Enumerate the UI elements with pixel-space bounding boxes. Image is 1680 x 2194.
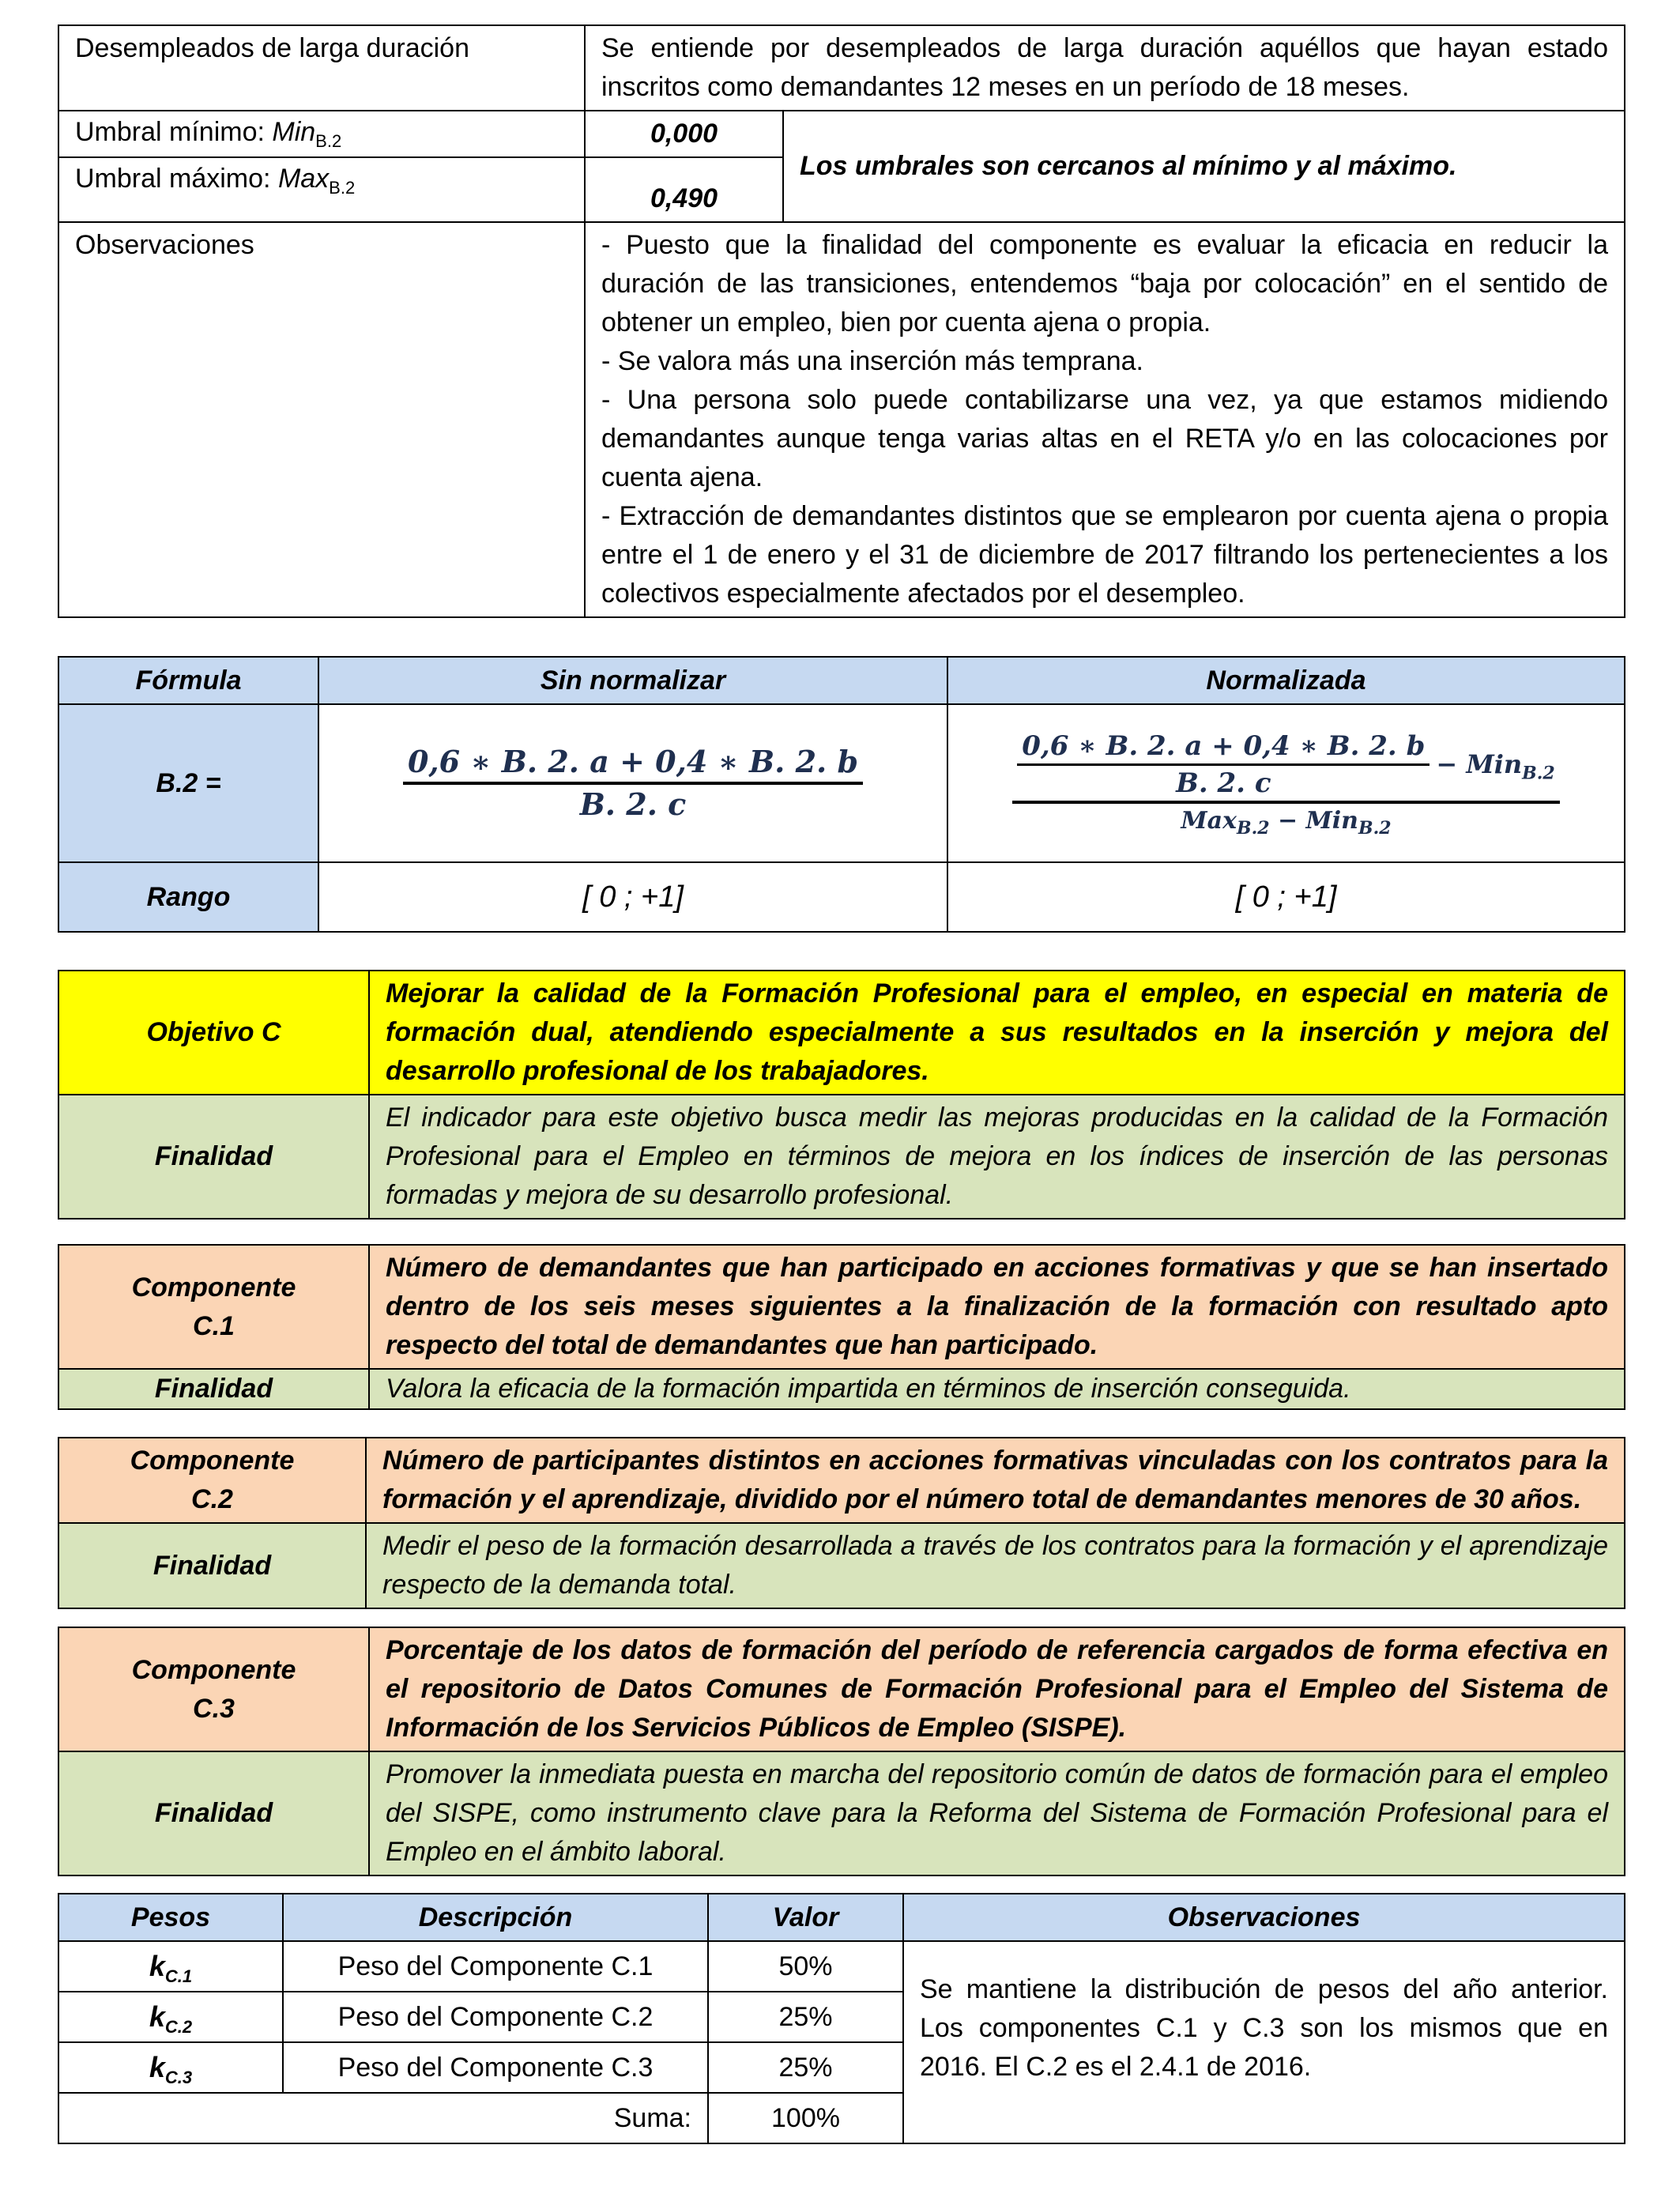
formula-header-row	[58, 657, 1625, 704]
weight-value: 25%	[708, 2042, 903, 2093]
weights-table	[58, 1893, 1625, 2144]
component-c2-row	[58, 1438, 1625, 1523]
raw-fraction	[403, 742, 863, 824]
raw-formula	[318, 704, 947, 862]
range-raw: [ 0 ; +1]	[318, 862, 947, 932]
objective-purpose-text: El indicador para este objetivo busca medir las mejoras producidas en la calidad de la Formación Profesional para el Empleo en términos de mejora en los índices de inserción de las personas formadas y mejora de su desarrollo profesional.	[369, 1095, 1625, 1219]
observations-text	[585, 222, 1625, 617]
weights-header-row	[58, 1894, 1625, 1941]
component-c3-table	[58, 1627, 1625, 1876]
range-row	[58, 862, 1625, 932]
threshold-note: Los umbrales son cercanos al mínimo y al máximo.	[783, 111, 1625, 222]
weight-symbol: $k_{C.3}$	[58, 2042, 283, 2093]
min-threshold-value: 0,000	[585, 111, 783, 157]
component-c3-text: Porcentaje de los datos de formación del período de referencia cargados de forma efectiva en el repositorio de Datos Comunes de Formación Profesional para el Empleo del Sistema de Información de los Servicios Públicos de Empleo (SISPE).	[369, 1627, 1625, 1751]
weight-description: Peso del Componente C.1	[283, 1941, 708, 1992]
long-term-unemployed-row	[58, 25, 1625, 111]
component-c1-purpose-text: Valora la eficacia de la formación impartida en términos de inserción conseguida.	[369, 1369, 1625, 1409]
objective-table	[58, 970, 1625, 1220]
component-c3-purpose-label: Finalidad	[58, 1751, 369, 1875]
observations-header: Observaciones	[903, 1894, 1625, 1941]
observation-item: - Se valora más una inserción más temprana.	[601, 346, 1143, 376]
component-c3-purpose-text: Promover la inmediata puesta en marcha del repositorio común de datos de formación para el empleo del SISPE, como instrumento clave para la Reforma del Sistema de Formación Profesional para el Empleo en el ámbito laboral.	[369, 1751, 1625, 1875]
component-c2-purpose-label: Finalidad	[58, 1523, 366, 1608]
observations-row	[58, 222, 1625, 617]
component-c1-row	[58, 1245, 1625, 1369]
observation-item: - Puesto que la finalidad del componente es evaluar la eficacia en reducir la duración de las transiciones, entendemos “baja por colocación” en el sentido de obtener un empleo, bien por cuenta ajena o propia.	[601, 230, 1609, 337]
weight-value: 25%	[708, 1992, 903, 2042]
formula-table	[58, 656, 1625, 933]
weight-symbol: $k_{C.2}$	[58, 1992, 283, 2042]
objective-label: Objetivo C	[58, 971, 369, 1095]
component-c1-table	[58, 1244, 1625, 1410]
weights-observations: Se mantiene la distribución de pesos del año anterior. Los componentes C.1 y C.3 son los mismos que en 2016. El C.2 es el 2.4.1 de 2016.	[903, 1941, 1625, 2143]
normalized-inner-denominator: B. 2. c	[1176, 767, 1271, 799]
normalized-header: Normalizada	[947, 657, 1625, 704]
normalized-formula	[947, 704, 1625, 862]
table-row	[58, 1941, 1625, 1992]
objective-purpose-row	[58, 1095, 1625, 1219]
component-c2-table	[58, 1437, 1625, 1609]
objective-purpose-label: Finalidad	[58, 1095, 369, 1219]
range-normalized: [ 0 ; +1]	[947, 862, 1625, 932]
component-c2-label: Componente C.2	[58, 1438, 366, 1523]
formula-row	[58, 704, 1625, 862]
component-c1-purpose-row	[58, 1369, 1625, 1409]
observations-label: Observaciones	[58, 222, 585, 617]
formula-label: B.2 =	[58, 704, 318, 862]
objective-row	[58, 971, 1625, 1095]
weight-symbol: $k_{C.1}$	[58, 1941, 283, 1992]
raw-denominator: B. 2. c	[579, 786, 687, 822]
max-threshold-label: Umbral máximo: Max$_{B.2}$	[58, 157, 585, 222]
raw-header: Sin normalizar	[318, 657, 947, 704]
component-c3-row	[58, 1627, 1625, 1751]
component-c1-purpose-label: Finalidad	[58, 1369, 369, 1409]
definition-table	[58, 25, 1625, 618]
description-header: Descripción	[283, 1894, 708, 1941]
component-c3-label: Componente C.3	[58, 1627, 369, 1751]
normalized-inner-numerator: 0,6 ∗ B. 2. a + 0,4 ∗ B. 2. b	[1017, 729, 1430, 766]
range-label: Rango	[58, 862, 318, 932]
value-header: Valor	[708, 1894, 903, 1941]
weight-value: 50%	[708, 1941, 903, 1992]
component-c2-purpose-text: Medir el peso de la formación desarrollada a través de los contratos para la formación y el aprendizaje respecto de la demanda total.	[366, 1523, 1625, 1608]
raw-numerator: 0,6 ∗ B. 2. a + 0,4 ∗ B. 2. b	[403, 742, 863, 785]
weights-header: Pesos	[58, 1894, 283, 1941]
normalized-denominator: Max$_{B.2}$ − Min$_{B.2}$	[1181, 806, 1392, 839]
observation-item: - Extracción de demandantes distintos que se emplearon por cuenta ajena o propia entre el 1 de enero y el 31 de diciembre de 2017 filtrando los pertenecientes a los colectivos especialmente afectados por el desempleo.	[601, 501, 1609, 609]
component-c2-purpose-row	[58, 1523, 1625, 1608]
formula-header: Fórmula	[58, 657, 318, 704]
normalized-minus-min: − Min$_{B.2}$	[1436, 749, 1555, 784]
weight-description: Peso del Componente C.3	[283, 2042, 708, 2093]
long-term-label: Desempleados de larga duración	[58, 25, 585, 111]
component-c2-text: Número de participantes distintos en acciones formativas vinculadas con los contratos para la formación y el aprendizaje, dividido por el número total de demandantes menores de 30 años.	[366, 1438, 1625, 1523]
component-c1-text: Número de demandantes que han participado en acciones formativas y que se han insertado dentro de los seis meses siguientes a la finalización de la formación con resultado apto respecto del total de demandantes que han participado.	[369, 1245, 1625, 1369]
component-c1-label: Componente C.1	[58, 1245, 369, 1369]
max-threshold-value: 0,490	[585, 157, 783, 222]
weight-description: Peso del Componente C.2	[283, 1992, 708, 2042]
observation-item: - Una persona solo puede contabilizarse una vez, ya que estamos midiendo demandantes aunque tenga varias altas en el RETA y/o en las colocaciones por cuenta ajena.	[601, 385, 1609, 492]
normalized-fraction	[1012, 729, 1559, 839]
long-term-definition: Se entiende por desempleados de larga duración aquéllos que hayan estado inscritos como demandantes 12 meses en un período de 18 meses.	[585, 25, 1625, 111]
objective-text: Mejorar la calidad de la Formación Profesional para el empleo, en especial en materia de formación dual, atendiendo especialmente a sus resultados en la inserción y mejora del desarrollo profesional de los trabajadores.	[369, 971, 1625, 1095]
min-threshold-row	[58, 111, 1625, 157]
sum-value: 100%	[708, 2093, 903, 2143]
sum-label: Suma:	[58, 2093, 708, 2143]
component-c3-purpose-row	[58, 1751, 1625, 1875]
min-threshold-label: Umbral mínimo: Min$_{B.2}$	[58, 111, 585, 157]
